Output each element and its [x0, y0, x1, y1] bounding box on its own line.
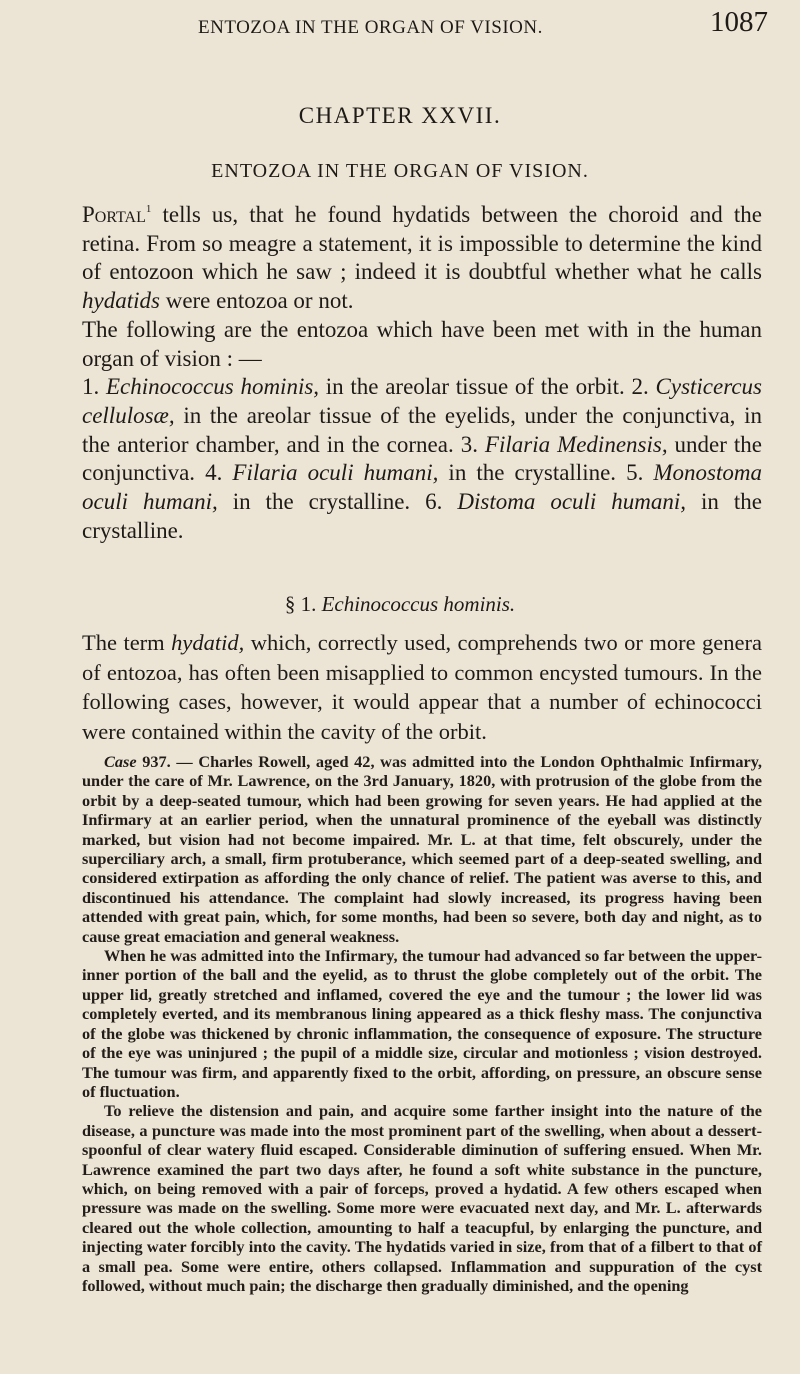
list-lead: The following are the entozoa which have been met with in the human organ of vision : —	[82, 316, 762, 371]
entozoa-list	[82, 373, 762, 545]
section-heading: § 1. Echinococcus hominis.	[284, 592, 516, 616]
case-label: Case	[104, 752, 137, 771]
chapter-subtitle: ENTOZOA IN THE ORGAN OF VISION.	[211, 160, 589, 182]
intro-term: hydatids	[82, 288, 160, 314]
section-paragraph: The term hydatid, which, correctly used, comprehends two or more genera of entozoa, has often been misapplied to common encysted tumours. In the following cases, however, it would appear that a number of echinococci were contained within the cavity of the orbit.	[82, 630, 763, 744]
list-item: 5. Monostoma oculi humani, in the crystalline.	[82, 460, 763, 515]
case-report	[82, 752, 762, 1295]
chapter-title: CHAPTER XXVII.	[298, 103, 502, 128]
intro-text	[82, 195, 762, 545]
list-item: 4. Filaria oculi humani, in the crystalline.	[205, 460, 627, 486]
list-item: 1. Echinococcus hominis, in the areolar tissue of the orbit.	[82, 374, 632, 400]
list-item: 6. Distoma oculi humani, in the crystalline.	[82, 489, 762, 543]
page-number: 1087	[710, 6, 768, 38]
case-paragraph: To relieve the distension and pain, and acquire some farther insight into the nature of the disease, a puncture was made into the most prominent part of the swelling, when about a dessert-spoonful of clear watery fluid escaped. Considerable diminution of suffering ensued. When Mr. Lawrence examined the part two days after, he found a soft white substance in the puncture, which, on being removed with a pair of forceps, proved a hydatid. A few others escaped when pressure was made on the swelling. Some more were evacuated next day, and Mr. L. afterwards cleared out the whole collection, amounting to half a teacupful, by enlarging the puncture, and injecting water forcibly into the cavity. The hydatids varied in size, from that of a filbert to that of a small pea. Some were entire, others collapsed. Inflammation and suppuration of the cyst followed, without much pain; the discharge then gradually diminished, and the opening	[82, 1101, 762, 1295]
body-term: hydatid,	[171, 630, 245, 655]
author-name: Portal	[82, 202, 146, 227]
running-head	[80, 6, 768, 46]
intro-text-2: were entozoa or not.	[159, 288, 354, 314]
case-paragraph: When he was admitted into the Infirmary, the tumour had advanced so far between the upper-inner portion of the ball and the eyelid, as to thrust the globe completely out of the orbit. The upper lid, greatly stretched and inflamed, covered the eye and the tumour ; the lower lid was completely everted, and its membranous lining appeared as a thick fleshy mass. The conjunctiva of the globe was thickened by chronic inflammation, the consequence of exposure. The structure of the eye was uninjured ; the pupil of a middle size, circular and motionless ; vision destroyed. The tumour was firm, and apparently fixed to the orbit, affording, on pressure, an obscure sense of fluctuation.	[82, 946, 762, 1101]
running-head-title: ENTOZOA IN THE ORGAN OF VISION.	[198, 17, 543, 38]
intro-paragraph	[82, 195, 762, 316]
case-paragraph: Case 937. — Charles Rowell, aged 42, was admitted into the London Ophthalmic Infirmary, under the care of Mr. Lawrence, on the 3rd January, 1820, with protrusion of the globe from the orbit by a deep-seated tumour, which had been growing for seven years. He had applied at the Infirmary at an earlier period, when the unnatural prominence of the eyeball was distinctly marked, but vision had not become impaired. Mr. L. at that time, felt obscurely, under the superciliary arch, a small, firm protuberance, which seemed part of a deep-seated swelling, and considered extirpation as affording the only chance of relief. The patient was averse to this, and discontinued his attendance. The complaint had slowly increased, its progress having been attended with great pain, which, for some months, had been so severe, both day and night, as to cause great emaciation and general weakness.	[82, 752, 762, 946]
intro-text-1: tells us, that he found hydatids between the choroid and the retina. From so meagre a statement, it is impossible to determine the kind of entozoon which he saw ; indeed it is doubtful whether what he calls	[82, 202, 762, 285]
list-item: 2. Cysticercus cellulosæ, in the areolar tissue of the eyelids, under the conjunctiva, in the anterior chamber, and in the cornea.	[82, 374, 762, 457]
section-name: Echinococcus hominis.	[321, 592, 516, 616]
footnote-mark: 1	[145, 203, 152, 215]
list-item: 3. Filaria Medinensis, under the conjunctiva.	[82, 431, 762, 486]
